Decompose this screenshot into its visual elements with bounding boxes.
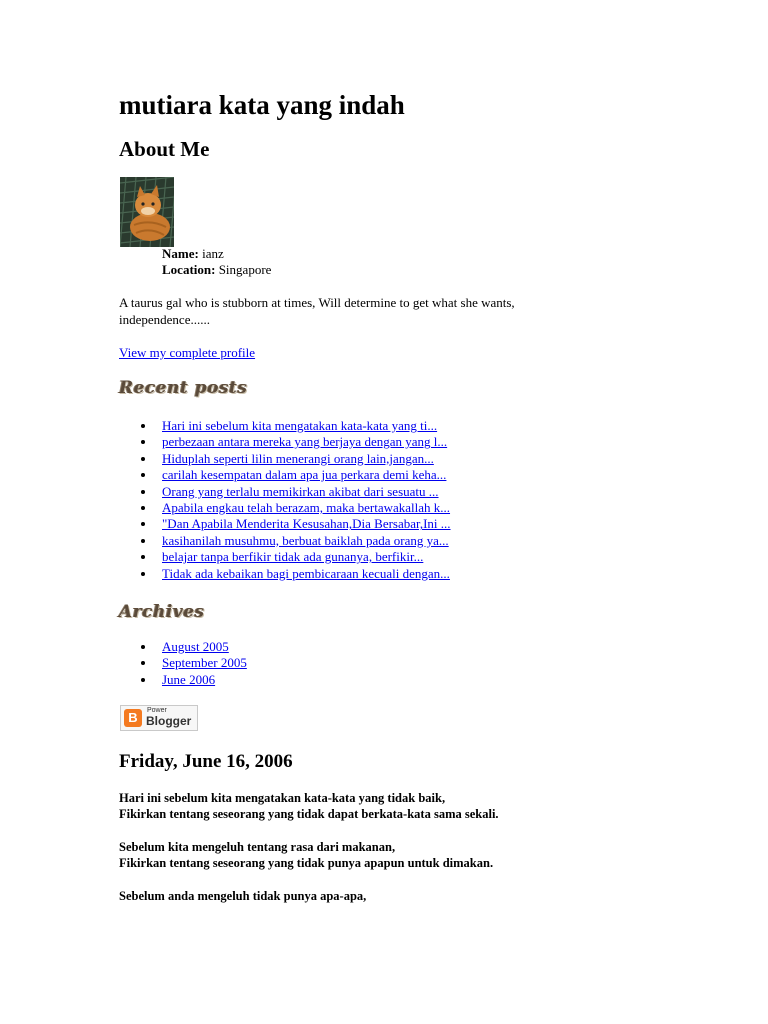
recent-post-item — [119, 434, 451, 450]
post-line: Hari ini sebelum kita mengatakan kata-kata yang tidak baik, — [119, 791, 446, 805]
bio-line-1: A taurus gal who is stubborn at times, Will determine to get what she wants, — [119, 295, 515, 310]
powered-by-blogger-badge[interactable] — [120, 705, 198, 731]
location-label: Location: — [162, 262, 216, 277]
recent-post-link[interactable]: Apabila engkau telah berazam, maka bertawakallah k... — [162, 500, 451, 516]
profile-bio — [119, 294, 579, 328]
post-line: Fikirkan tentang seseorang yang tidak dapat berkata-kata sama sekali. — [119, 807, 499, 821]
bio-line-2: independence...... — [119, 312, 210, 327]
profile-avatar[interactable] — [120, 177, 174, 247]
about-me-heading: About Me — [119, 137, 210, 161]
recent-posts-heading: Recent posts — [119, 378, 248, 398]
view-profile-link[interactable]: View my complete profile — [119, 345, 256, 360]
recent-post-item — [119, 516, 451, 532]
recent-post-item — [119, 566, 451, 582]
recent-post-item — [119, 500, 451, 516]
archives-list — [119, 639, 247, 688]
name-label: Name: — [162, 246, 199, 261]
blog-title[interactable]: mutiara kata yang indah — [119, 90, 405, 120]
cat-photo-icon — [120, 177, 174, 247]
recent-post-link[interactable]: kasihanilah musuhmu, berbuat baiklah pada orang ya... — [162, 532, 449, 548]
post-line: Sebelum kita mengeluh tentang rasa dari makanan, — [119, 840, 396, 854]
archive-item — [119, 655, 247, 671]
recent-posts-list — [119, 418, 451, 582]
recent-post-link[interactable]: perbezaan antara mereka yang berjaya dengan yang l... — [162, 434, 448, 450]
recent-post-link[interactable]: Orang yang terlalu memikirkan akibat dari sesuatu ... — [162, 483, 439, 499]
archive-link[interactable]: June 2006 — [162, 671, 216, 687]
recent-post-item — [119, 484, 451, 500]
profile-location-line — [162, 262, 271, 278]
recent-post-item — [119, 549, 451, 565]
recent-post-link[interactable]: carilah kesempatan dalam apa jua perkara demi keha... — [162, 467, 447, 483]
archive-item — [119, 639, 247, 655]
name-value: ianz — [202, 246, 224, 261]
blogger-logo-icon: B — [124, 709, 142, 727]
post-line: Fikirkan tentang seseorang yang tidak punya apapun untuk dimakan. — [119, 856, 494, 870]
recent-post-item — [119, 418, 451, 434]
badge-big-text: Blogger — [146, 714, 192, 728]
recent-post-link[interactable]: "Dan Apabila Menderita Kesusahan,Dia Bersabar,Ini ... — [162, 516, 451, 532]
archive-item — [119, 672, 247, 688]
recent-post-item — [119, 451, 451, 467]
badge-small-text: Power — [147, 707, 167, 714]
recent-post-item — [119, 467, 451, 483]
post-date-header: Friday, June 16, 2006 — [119, 751, 293, 772]
location-value: Singapore — [218, 262, 272, 277]
archives-heading: Archives — [119, 602, 205, 622]
recent-post-link[interactable]: belajar tanpa berfikir tidak ada gunanya, berfikir... — [162, 549, 424, 565]
recent-post-link[interactable]: Hiduplah seperti lilin menerangi orang lain,jangan... — [162, 450, 434, 466]
post-line: Sebelum anda mengeluh tidak punya apa-apa, — [119, 889, 367, 903]
archive-link[interactable]: September 2005 — [162, 655, 247, 671]
profile-name-line — [162, 246, 224, 262]
recent-post-link[interactable]: Tidak ada kebaikan bagi pembicaraan kecuali dengan... — [162, 565, 450, 581]
archive-link[interactable]: August 2005 — [162, 639, 229, 654]
recent-post-item — [119, 533, 451, 549]
recent-post-link[interactable]: Hari ini sebelum kita mengatakan kata-kata yang ti... — [162, 418, 438, 433]
